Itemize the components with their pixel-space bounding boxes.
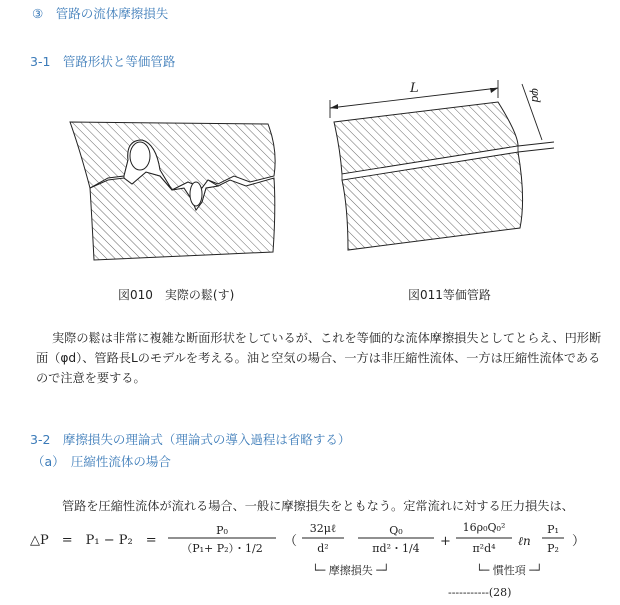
plus-sign: +	[440, 534, 451, 549]
brace-inertia-term: └─ 慣性項 ─┘	[476, 564, 543, 577]
figure-actual-void	[68, 110, 288, 270]
subsection-heading-3-2a: （a） 圧縮性流体の場合	[32, 454, 171, 469]
upper-block	[70, 122, 275, 190]
figure-011-caption: 図011等価管路	[408, 288, 491, 302]
subsection-heading-3-2: 3-2 摩擦損失の理論式（理論式の導入過程は省略する）	[30, 432, 351, 447]
figure-equivalent-pipe	[322, 78, 562, 258]
frac3-denominator: πd²・1/4	[372, 542, 420, 555]
equation-28	[0, 518, 620, 603]
equation-lhs: △P = P₁ − P₂ =	[30, 533, 157, 548]
diameter-label: φd	[529, 88, 542, 103]
subsection-heading-3-1: 3-1 管路形状と等価管路	[30, 54, 176, 69]
paragraph-pressure-loss-intro: 管路を圧縮性流体が流れる場合、一般に摩擦損失をともなう。定常流れに対する圧力損失は、	[62, 499, 574, 513]
equation-number: -----------(28)	[448, 586, 512, 599]
frac4-denominator: π²d⁴	[472, 542, 496, 555]
paragraph-model-description: 実際の鬆は非常に複雑な断面形状をしているが、これを等価的な流体摩擦損失としてとらえ、円形断面（φd）、管路長Lのモデルを考える。油と空気の場合、一方は非圧縮性流体、一方は圧縮性流体であるので注意を要する。	[36, 331, 602, 385]
close-paren: ）	[572, 534, 586, 549]
section-heading: ③ 管路の流体摩擦損失	[32, 6, 169, 21]
frac1-denominator: （P₁+ P₂）・1/2	[181, 542, 263, 555]
frac2-numerator: 32μℓ	[309, 522, 337, 535]
ln-label: ℓn	[518, 534, 531, 548]
frac5-numerator: P₁	[547, 523, 559, 536]
frac5-denominator: P₂	[547, 542, 559, 555]
frac3-numerator: Q₀	[389, 524, 403, 537]
frac4-numerator: 16ρ₀Q₀²	[462, 521, 506, 534]
open-paren: （	[284, 534, 298, 549]
frac2-denominator: d²	[317, 542, 329, 555]
brace-friction-loss: └─ 摩擦損失 ─┘	[312, 564, 390, 577]
length-label: L	[410, 81, 419, 96]
figure-010-caption: 図010 実際の鬆(す)	[118, 288, 235, 302]
frac1-numerator: P₀	[216, 524, 228, 537]
